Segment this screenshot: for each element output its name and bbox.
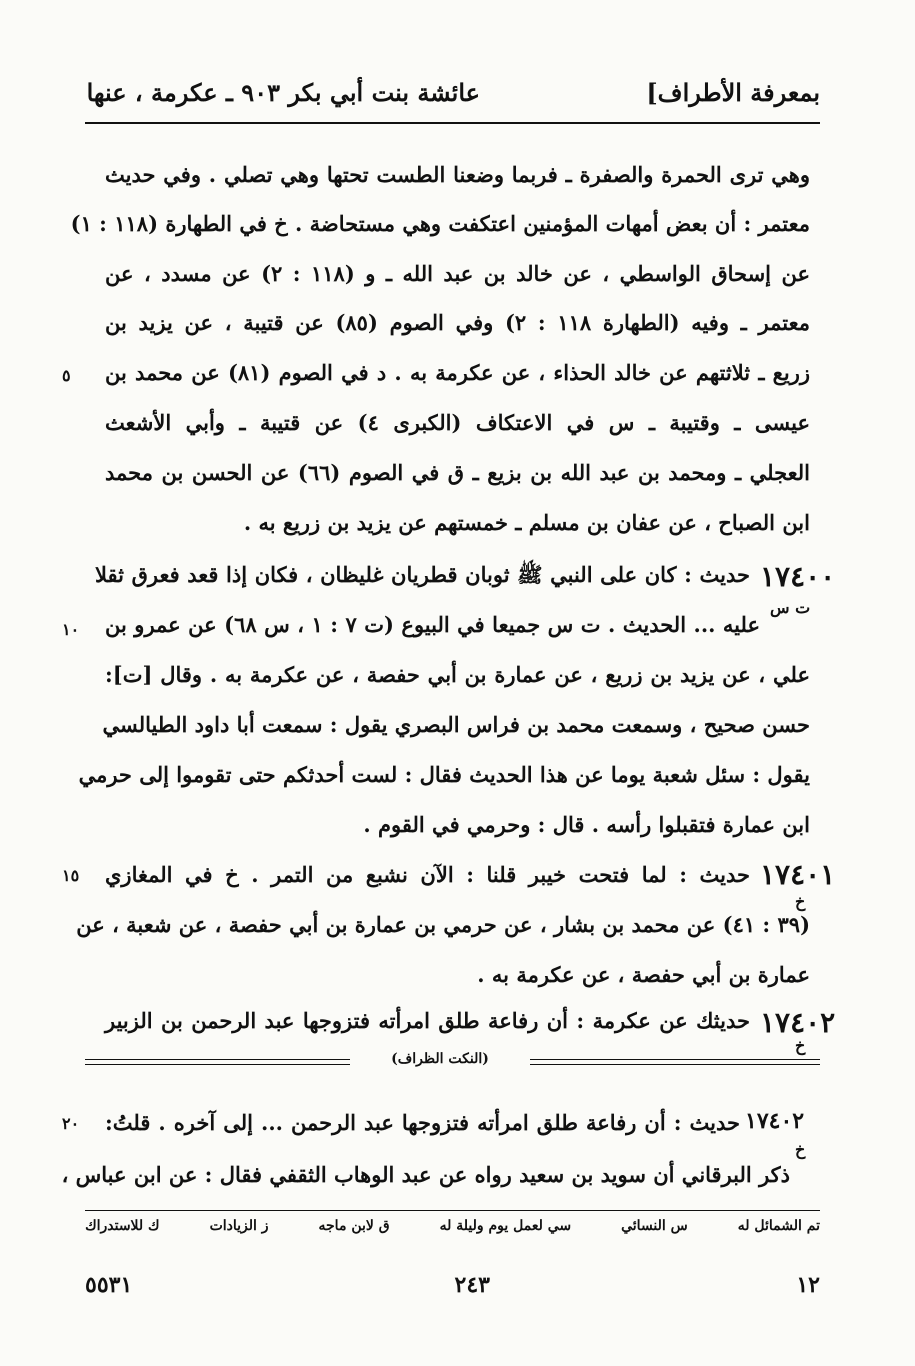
page-number: ٢٤٣ [454,1272,490,1298]
siglum: خ [795,1036,806,1055]
margin-line-number: ٢٠ [62,1114,80,1133]
text-line: معتمر ـ وفيه (الطهارة ١١٨ : ٢) وفي الصوم (٨٥) عن قتيبة ، عن يزيد بن [105,310,810,335]
text-line: العجلي ـ ومحمد بن عبد الله بن بزيع ـ ق في الصوم (٦٦) عن الحسن بن محمد [105,460,810,485]
text-line: حديث : كان على النبي ﷺ ثوبان قطريان غليظان ، فكان إذا قعد فعرق ثقلا [95,562,750,587]
text-line: عن إسحاق الواسطي ، عن خالد بن عبد الله ـ و (١١٨ : ٢) عن مسدد ، عن [105,261,810,286]
header-section-title: بمعرفة الأطراف] [646,78,820,107]
header-rule [85,122,820,124]
text-line: حديثك عن عكرمة : أن رفاعة طلق امرأته فتزوجها عبد الرحمن بن الزبير [105,1008,750,1033]
footer-rule [85,1210,820,1211]
text-line: عمارة بن أبي حفصة ، عن عكرمة به . [477,962,810,987]
volume-number: ١٢ [796,1272,820,1298]
legend-item: تم الشمائل له [737,1218,820,1234]
text-line: عليه ... الحديث . ت س جميعا في البيوع (ت ٧ : ١ ، س ٦٨) عن عمرو بن [105,612,760,637]
margin-line-number: ١٥ [62,866,80,885]
text-line: (٣٩ : ٤١) عن محمد بن بشار ، عن حرمي بن عمارة بن أبي حفصة ، عن شعبة ، عن [76,912,810,937]
hadith-number: ١٧٤٠٢ [760,1006,836,1039]
cumulative-number: ٥٥٣١ [85,1272,133,1298]
divider-rule-left [85,1059,350,1065]
text-line: وهي ترى الحمرة والصفرة ـ فربما وضعنا الطست تحتها وهي تصلي . وفي حديث [105,162,810,187]
siglum: خ [795,892,806,911]
legend-item: سي لعمل يوم وليلة له [439,1218,572,1234]
hadith-number: ١٧٤٠١ [760,858,836,891]
header-chapter-title: عائشة بنت أبي بكر ٩٠٣ ـ عكرمة ، عنها [86,78,480,107]
text-line: علي ، عن يزيد بن زريع ، عن عمارة بن أبي حفصة ، عن عكرمة به . وقال [ت]: [105,662,810,687]
text-line: زريع ـ ثلاثتهم عن خالد الحذاء ، عن عكرمة به . د في الصوم (٨١) عن محمد بن [105,360,810,385]
text-line: حسن صحيح ، وسمعت محمد بن فراس البصري يقول : سمعت أبا داود الطيالسي [102,712,810,737]
text-line: معتمر : أن بعض أمهات المؤمنين اعتكفت وهي مستحاضة . خ في الطهارة (١١٨ : ١) [70,211,810,236]
legend-item: ز الزيادات [209,1218,269,1234]
page-footer [85,1272,820,1302]
nukat-divider [85,1053,820,1073]
hadith-number: ١٧٤٠٠ [760,560,836,593]
text-line: عيسى ـ وقتيبة ـ س في الاعتكاف (الكبرى ٤) عن قتيبة ـ وأبي الأشعث [105,410,810,435]
legend-item: ك للاستدراك [85,1218,160,1234]
text-line: ذكر البرقاني أن سويد بن سعيد رواه عن عبد الوهاب الثقفي فقال : عن ابن عباس ، [61,1162,790,1187]
margin-line-number: ١٠ [62,620,80,639]
divider-label: (النكت الظراف) [391,1051,489,1067]
siglum: ت س [770,598,811,617]
sigla-legend [85,1218,820,1248]
text-line: يقول : سئل شعبة يوما عن هذا الحديث فقال : لست أحدثكم حتى تقوموا إلى حرمي [78,762,810,787]
divider-rule-right [530,1059,820,1065]
text-line: حديث : لما فتحت خيبر قلنا : الآن نشبع من التمر . خ في المغازي [105,862,750,887]
text-line: حديث : أن رفاعة طلق امرأته فتزوجها عبد الرحمن ... إلى آخره . قلتُ: [105,1110,740,1135]
legend-item: س النسائي [621,1218,688,1234]
text-line: ابن الصباح ، عن عفان بن مسلم ـ خمستهم عن يزيد بن زريع به . [243,510,810,535]
siglum: خ [795,1140,806,1159]
margin-line-number: ٥ [62,366,71,385]
text-line: ابن عمارة فتقبلوا رأسه . قال : وحرمي في القوم . [363,812,810,837]
hadith-number: ١٧٤٠٢ [745,1108,805,1134]
running-header [85,72,820,116]
legend-item: ق لابن ماجه [318,1218,390,1234]
